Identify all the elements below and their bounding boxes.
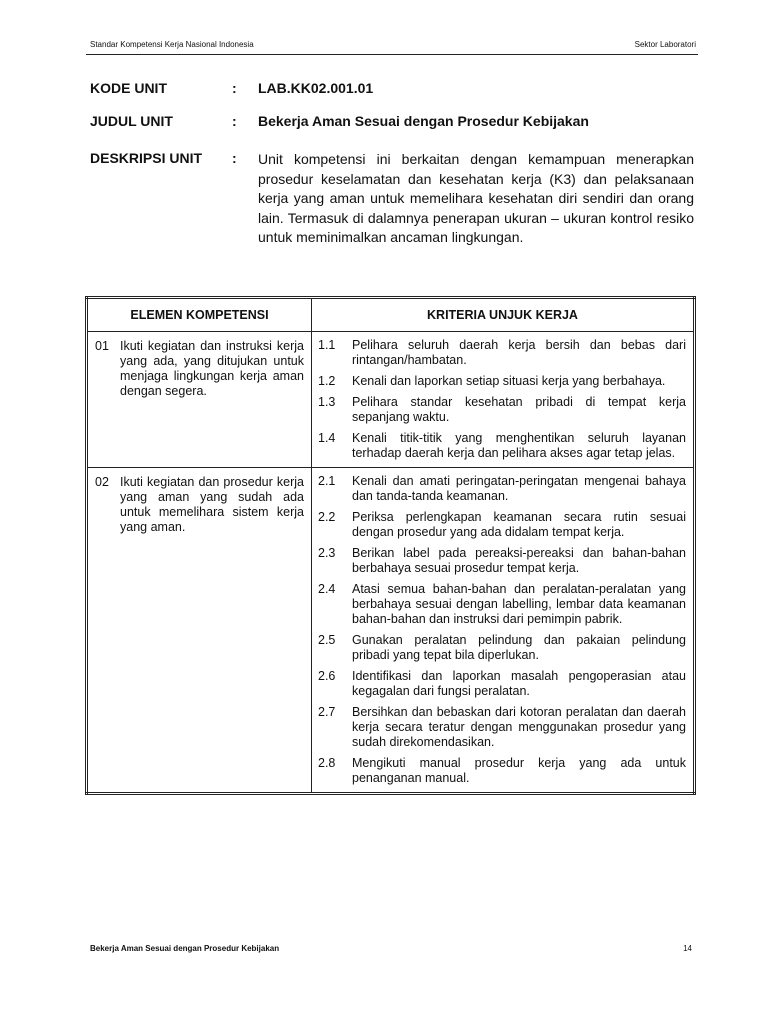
criteria-cell xyxy=(312,332,695,468)
element-cell xyxy=(87,468,312,794)
deskripsi-unit-colon: : xyxy=(232,150,237,166)
judul-unit-colon: : xyxy=(232,113,237,129)
criteria-text: Kenali titik-titik yang menghentikan seluruh layanan terhadap daerah kerja dan pelihara akses agar tetap jelas. xyxy=(352,431,686,460)
criteria-item xyxy=(318,756,686,786)
element-text: Ikuti kegiatan dan instruksi kerja yang ada, yang ditujukan untuk menjaga lingkungan kerja aman dengan segera. xyxy=(120,339,304,398)
page-footer xyxy=(90,944,692,953)
criteria-text: Mengikuti manual prosedur kerja yang ada untuk penanganan manual. xyxy=(352,756,686,785)
criteria-item xyxy=(318,705,686,750)
criteria-item xyxy=(318,395,686,425)
criteria-number: 2.1 xyxy=(318,474,336,488)
criteria-number: 2.4 xyxy=(318,582,336,596)
criteria-text: Bersihkan dan bebaskan dari kotoran peralatan dan daerah kerja secara teratur dengan menggunakan prosedur yang sudah direkomendasikan. xyxy=(352,705,686,749)
deskripsi-unit-label: DESKRIPSI UNIT xyxy=(90,150,203,166)
criteria-item xyxy=(318,669,686,699)
kode-unit-value: LAB.KK02.001.01 xyxy=(258,80,374,96)
element-number: 02 xyxy=(95,475,109,489)
criteria-cell xyxy=(312,468,695,794)
table-row xyxy=(87,332,695,468)
criteria-number: 1.4 xyxy=(318,431,336,445)
page-header xyxy=(90,40,696,49)
judul-unit-label: JUDUL UNIT xyxy=(90,113,173,129)
table-row xyxy=(87,468,695,794)
element-item xyxy=(89,333,310,405)
page-number: 14 xyxy=(683,944,692,953)
table-body xyxy=(87,332,695,794)
criteria-number: 1.3 xyxy=(318,395,336,409)
criteria-text: Gunakan peralatan pelindung dan pakaian pelindung pribadi yang tepat bila diperlukan. xyxy=(352,633,686,662)
criteria-item xyxy=(318,474,686,504)
column-header-elemen: ELEMEN KOMPETENSI xyxy=(87,298,312,332)
criteria-item xyxy=(318,431,686,461)
criteria-item xyxy=(318,510,686,540)
criteria-item xyxy=(318,546,686,576)
criteria-number: 2.8 xyxy=(318,756,336,770)
criteria-text: Pelihara standar kesehatan pribadi di tempat kerja sepanjang waktu. xyxy=(352,395,686,424)
competency-table xyxy=(85,296,696,795)
criteria-text: Kenali dan amati peringatan-peringatan mengenai bahaya dan tanda-tanda keamanan. xyxy=(352,474,686,503)
judul-unit-value: Bekerja Aman Sesuai dengan Prosedur Kebijakan xyxy=(258,113,589,129)
criteria-number: 2.3 xyxy=(318,546,336,560)
header-divider xyxy=(86,54,698,55)
criteria-number: 1.1 xyxy=(318,338,336,352)
criteria-number: 2.6 xyxy=(318,669,336,683)
element-number: 01 xyxy=(95,339,109,353)
criteria-text: Periksa perlengkapan keamanan secara rutin sesuai dengan prosedur yang ada didalam tempat kerja. xyxy=(352,510,686,539)
criteria-number: 1.2 xyxy=(318,374,336,388)
criteria-text: Kenali dan laporkan setiap situasi kerja yang berbahaya. xyxy=(352,374,666,388)
kode-unit-colon: : xyxy=(232,80,237,96)
element-cell xyxy=(87,332,312,468)
criteria-number: 2.5 xyxy=(318,633,336,647)
criteria-text: Berikan label pada pereaksi-pereaksi dan bahan-bahan berbahaya sesuai prosedur tempat kerja. xyxy=(352,546,686,575)
criteria-item xyxy=(318,633,686,663)
criteria-text: Identifikasi dan laporkan masalah pengoperasian atau kegagalan dari fungsi peralatan. xyxy=(352,669,686,698)
criteria-list xyxy=(313,469,692,791)
deskripsi-unit-value: Unit kompetensi ini berkaitan dengan kemampuan menerapkan prosedur keselamatan dan kesehatan kerja (K3) dan pelaksanaan kerja yang aman untuk memelihara kesehatan diri sendiri dan orang lain. Termasuk di dalamnya penerapan ukuran – ukuran kontrol resiko untuk meminimalkan ancaman lingkungan. xyxy=(258,151,694,245)
criteria-number: 2.7 xyxy=(318,705,336,719)
column-header-kriteria: KRITERIA UNJUK KERJA xyxy=(312,298,695,332)
criteria-list xyxy=(313,333,692,466)
header-left-text: Standar Kompetensi Kerja Nasional Indonesia xyxy=(90,40,254,49)
footer-title: Bekerja Aman Sesuai dengan Prosedur Kebijakan xyxy=(90,944,280,953)
table-header-row xyxy=(87,298,695,332)
criteria-item xyxy=(318,338,686,368)
criteria-text: Pelihara seluruh daerah kerja bersih dan bebas dari rintangan/hambatan. xyxy=(352,338,686,367)
criteria-item xyxy=(318,582,686,627)
element-text: Ikuti kegiatan dan prosedur kerja yang aman yang sudah ada untuk memelihara sistem kerja yang aman. xyxy=(120,475,304,534)
header-right-text: Sektor Laboratori xyxy=(634,40,696,49)
criteria-text: Atasi semua bahan-bahan dan peralatan-peralatan yang berbahaya sesuai dengan labelling, lembar data keamanan bahan-bahan dan instruksi dari pemimpin pabrik. xyxy=(352,582,686,626)
criteria-number: 2.2 xyxy=(318,510,336,524)
criteria-item xyxy=(318,374,686,389)
element-item xyxy=(89,469,310,541)
kode-unit-label: KODE UNIT xyxy=(90,80,167,96)
